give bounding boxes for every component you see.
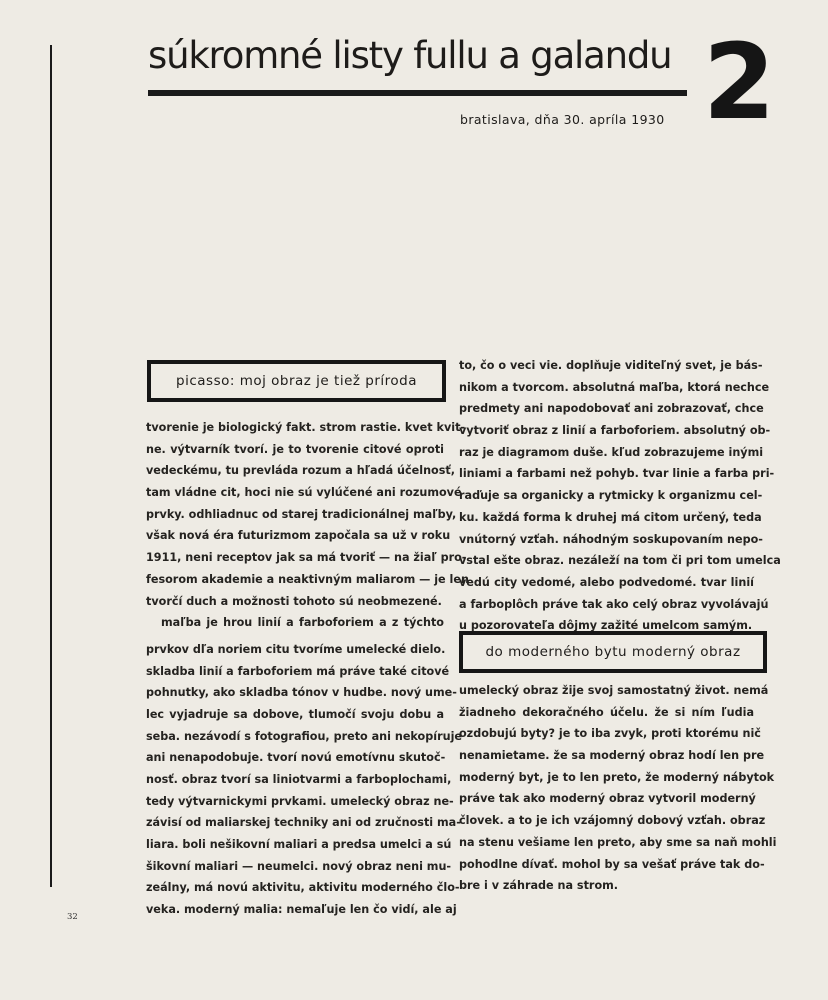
- text-line: a farboplôch práve tak ako celý obraz vyvolávajú: [459, 597, 769, 611]
- dateline: bratislava, dňa 30. apríla 1930: [460, 112, 665, 127]
- text-line: predmety ani napodobovať ani zobrazovať, chce: [459, 402, 764, 416]
- text-line: tam vládne cit, hoci nie sú vylúčené ani rozumové: [146, 486, 462, 500]
- article-column-left: [146, 417, 469, 921]
- text-line: liniami a farbami než pohyb. tvar linie a farba pri-: [459, 467, 775, 481]
- section-heading-label: do moderného bytu moderný obraz: [485, 644, 741, 660]
- text-line: tedy výtvarnickymi prvkami. umelecký obraz ne-: [146, 794, 454, 808]
- text-line: raz je diagramom duše. kľud zobrazujeme inými: [459, 445, 764, 459]
- text-line: umelecký obraz žije svoj samostatný život. nemá: [459, 684, 769, 697]
- issue-number: 2: [703, 21, 776, 143]
- article-column-right-continued: [459, 355, 781, 637]
- text-line: veka. moderný malia: nemaľuje len čo vidí, ale aj: [146, 903, 457, 917]
- text-line: nikom a tvorcom. absolutná maľba, ktorá nechce: [459, 380, 770, 394]
- text-line: človek. a to je ich vzájomný dobový vzťah. obraz: [459, 814, 766, 828]
- text-line: nosť. obraz tvorí sa liniotvarmi a farboplochami,: [146, 773, 452, 786]
- text-line: fesorom akademie a neaktivným maliarom — je len: [146, 572, 469, 586]
- text-line: to, čo o veci vie. doplňuje viditeľný svet, je bás-: [459, 359, 763, 372]
- text-line: seba. nezávodí s fotografiou, preto ani nekopíruje: [146, 729, 462, 743]
- section-heading-picasso: [147, 360, 446, 402]
- text-line: práve tak ako moderný obraz vytvoril moderný: [459, 792, 756, 806]
- text-line: 1911, neni receptov jak sa má tvoriť — na žiaľ pro-: [146, 551, 467, 565]
- text-line: vedeckému, tu prevláda rozum a hľadá účelnosť,: [146, 464, 455, 478]
- text-line: moderný byt, je to len preto, že moderný nábytok: [459, 770, 775, 784]
- text-line: skladba linií a farboforiem má práve také citové: [146, 664, 450, 678]
- vertical-margin-rule: [50, 45, 52, 887]
- text-line: prvky. odhliadnuc od starej tradicionálnej maľby,: [146, 507, 457, 521]
- text-line: ozdobujú byty? je to iba zvyk, proti ktorému nič: [459, 727, 761, 741]
- text-line: liara. boli nešikovní maliari a predsa umelci a sú: [146, 838, 452, 852]
- text-line: nenamietame. že sa moderný obraz hodí len pre: [459, 749, 765, 763]
- page-number: 32: [67, 912, 78, 922]
- section-heading-modern-interior: [459, 631, 767, 673]
- text-line: prvkov dľa noriem citu tvoríme umelecké dielo.: [146, 642, 446, 656]
- text-line: ku. každá forma k druhej má citom určený, teda: [459, 510, 762, 524]
- text-line: šikovní maliari — neumelci. nový obraz neni mu-: [146, 859, 452, 873]
- text-line: pohnutky, ako skladba tónov v hudbe. nový ume-: [146, 686, 457, 700]
- text-line: ani nenapodobuje. tvorí novú emotívnu skutoč-: [146, 751, 446, 765]
- text-line: bre i v záhrade na strom.: [459, 879, 619, 893]
- text-line: maľba je hrou linií a farboforiem a z týchto: [161, 616, 444, 630]
- text-line: u pozorovateľa dôjmy zažité umelcom samým.: [459, 619, 753, 633]
- text-line: vnútorný vzťah. náhodným soskupovaním nepo-: [459, 532, 763, 546]
- text-line: zeálny, má novú aktivitu, aktivitu moderného člo-: [146, 881, 460, 895]
- text-line: tvorenie je biologický fakt. strom rastie. kvet kvit-: [146, 421, 466, 434]
- text-line: žiadneho dekoračného účelu. že si ním ľudia: [459, 705, 754, 719]
- title-underline-rule: [148, 90, 687, 96]
- text-line: však nová éra futurizmom započala sa už v roku: [146, 529, 451, 543]
- text-line: závisí od maliarskej techniky ani od zručnosti ma-: [146, 816, 461, 830]
- text-line: vstal ešte obraz. nezáleží na tom či pri tom umelca: [459, 554, 781, 568]
- text-line: pohodlne dívať. mohol by sa vešať práve tak do-: [459, 857, 765, 871]
- article-column-right-second: [459, 680, 777, 897]
- text-line: na stenu vešiame len preto, aby sme sa naň mohli: [459, 835, 777, 849]
- text-line: tvorčí duch a možnosti tohoto sú neobmezené.: [146, 594, 442, 608]
- text-line: raďuje sa organicky a rytmicky k organizmu cel-: [459, 489, 763, 503]
- text-line: lec vyjadruje sa dobove, tlumočí svoju dobu a: [146, 707, 444, 721]
- section-heading-label: picasso: moj obraz je tiež príroda: [176, 373, 417, 389]
- text-line: ne. výtvarník tvorí. je to tvorenie citové oproti: [146, 442, 444, 456]
- text-line: vytvoriť obraz z linií a farboforiem. absolutný ob-: [459, 424, 771, 438]
- text-line: vedú city vedomé, alebo podvedomé. tvar linií: [459, 575, 754, 589]
- page-title: súkromné listy fullu a galandu: [148, 34, 672, 77]
